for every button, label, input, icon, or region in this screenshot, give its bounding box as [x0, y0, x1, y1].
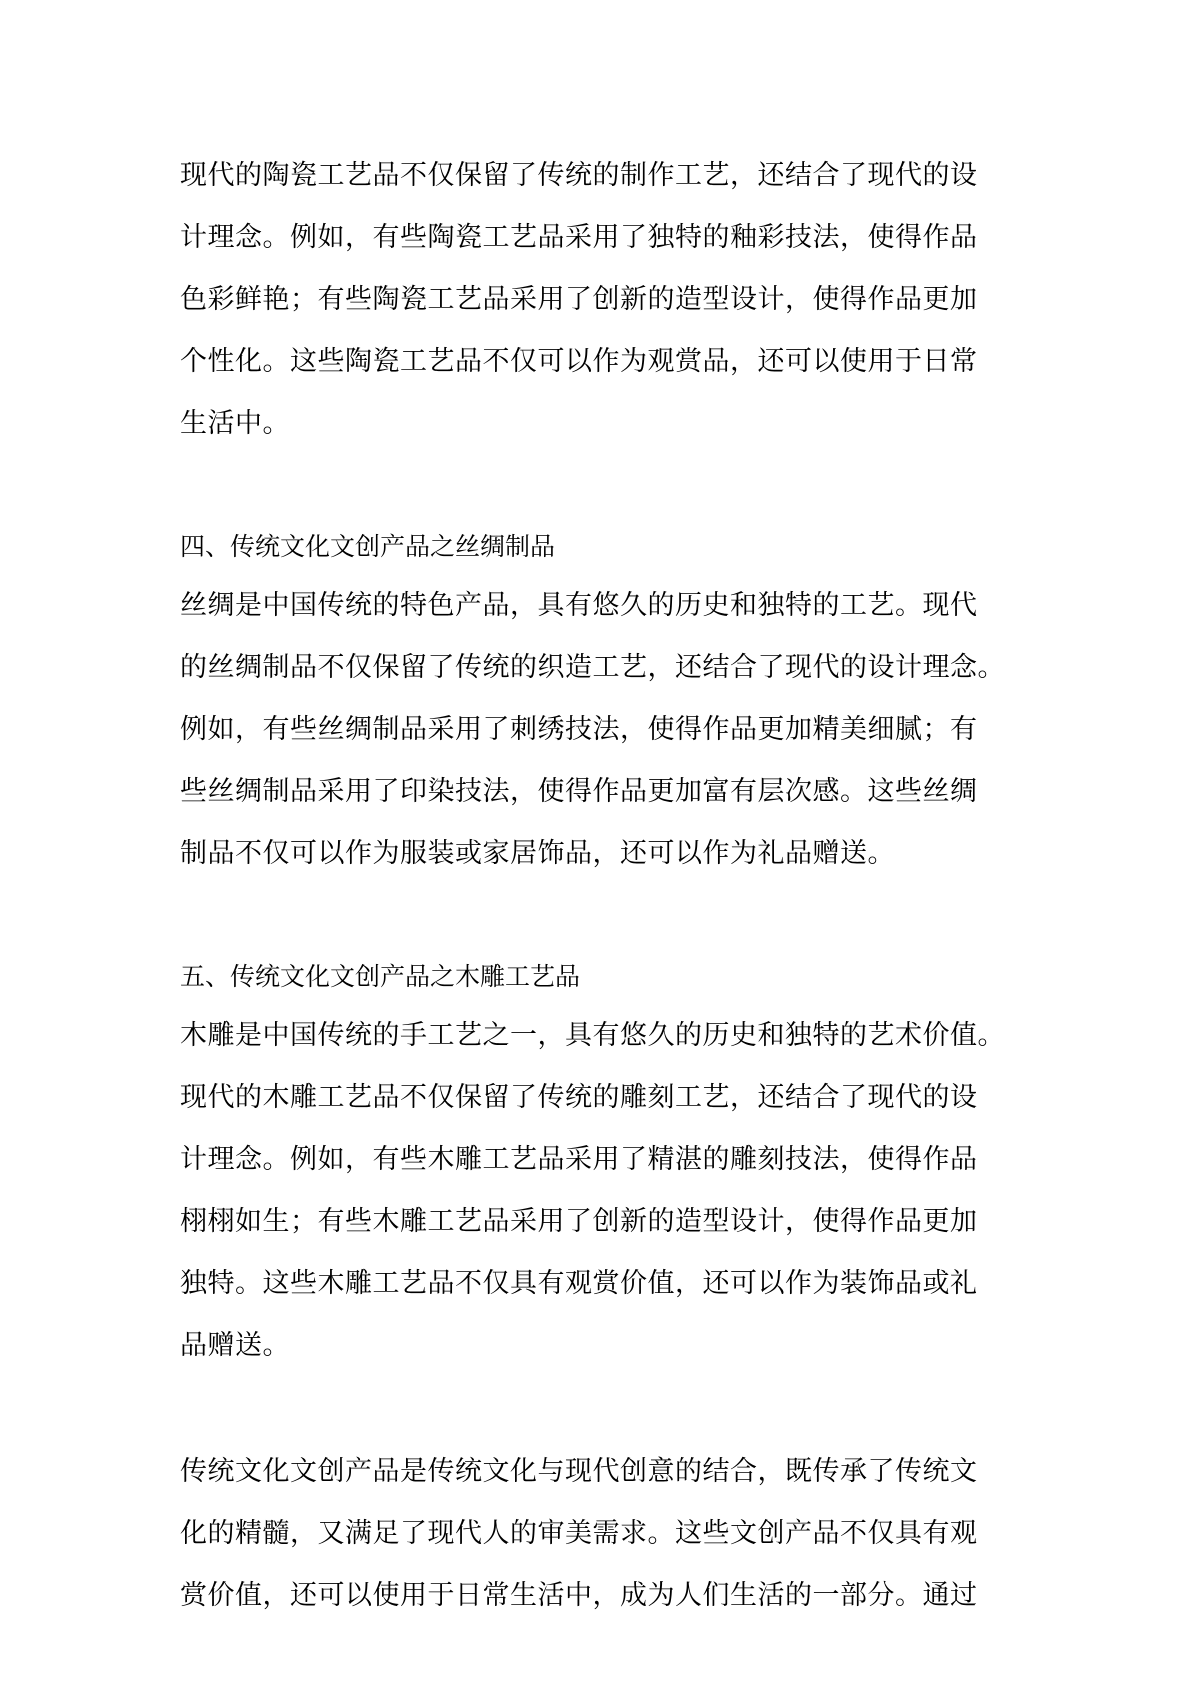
text-line: 木雕是中国传统的手工艺之一，具有悠久的历史和独特的艺术价值。 [180, 1020, 1005, 1051]
text-line: 化的精髓，又满足了现代人的审美需求。这些文创产品不仅具有观 [180, 1518, 978, 1549]
paragraph-silk [180, 575, 1040, 885]
text-line: 栩栩如生；有些木雕工艺品采用了创新的造型设计，使得作品更加 [180, 1206, 978, 1237]
text-line: 现代的木雕工艺品不仅保留了传统的雕刻工艺，还结合了现代的设 [180, 1082, 978, 1113]
text-line: 传统文化文创产品是传统文化与现代创意的结合，既传承了传统文 [180, 1456, 978, 1487]
text-line: 独特。这些木雕工艺品不仅具有观赏价值，还可以作为装饰品或礼 [180, 1268, 978, 1299]
paragraph-gap [180, 1377, 1040, 1441]
text-line: 例如，有些丝绸制品采用了刺绣技法，使得作品更加精美细腻；有 [180, 714, 978, 745]
text-line: 色彩鲜艳；有些陶瓷工艺品采用了创新的造型设计，使得作品更加 [180, 284, 978, 315]
section-heading-silk: 四、传统文化文创产品之丝绸制品 [180, 532, 556, 561]
text-line: 些丝绸制品采用了印染技法，使得作品更加富有层次感。这些丝绸 [180, 776, 978, 807]
paragraph-gap [180, 885, 1040, 949]
paragraph-ceramics [180, 145, 1040, 455]
paragraph-gap [180, 455, 1040, 519]
text-line: 生活中。 [180, 408, 290, 439]
text-line: 制品不仅可以作为服装或家居饰品，还可以作为礼品赠送。 [180, 838, 895, 869]
text-line: 的丝绸制品不仅保留了传统的织造工艺，还结合了现代的设计理念。 [180, 652, 1005, 683]
text-line: 品赠送。 [180, 1330, 290, 1361]
text-line: 丝绸是中国传统的特色产品，具有悠久的历史和独特的工艺。现代 [180, 590, 978, 621]
text-line: 赏价值，还可以使用于日常生活中，成为人们生活的一部分。通过 [180, 1580, 978, 1611]
section-heading-wood-carving: 五、传统文化文创产品之木雕工艺品 [180, 962, 581, 991]
text-line: 计理念。例如，有些陶瓷工艺品采用了独特的釉彩技法，使得作品 [180, 222, 978, 253]
text-line: 个性化。这些陶瓷工艺品不仅可以作为观赏品，还可以使用于日常 [180, 346, 978, 377]
paragraph-conclusion [180, 1441, 1040, 1627]
text-column [180, 145, 1040, 1627]
paragraph-wood-carving [180, 1005, 1040, 1377]
text-line: 现代的陶瓷工艺品不仅保留了传统的制作工艺，还结合了现代的设 [180, 160, 978, 191]
text-line: 计理念。例如，有些木雕工艺品采用了精湛的雕刻技法，使得作品 [180, 1144, 978, 1175]
